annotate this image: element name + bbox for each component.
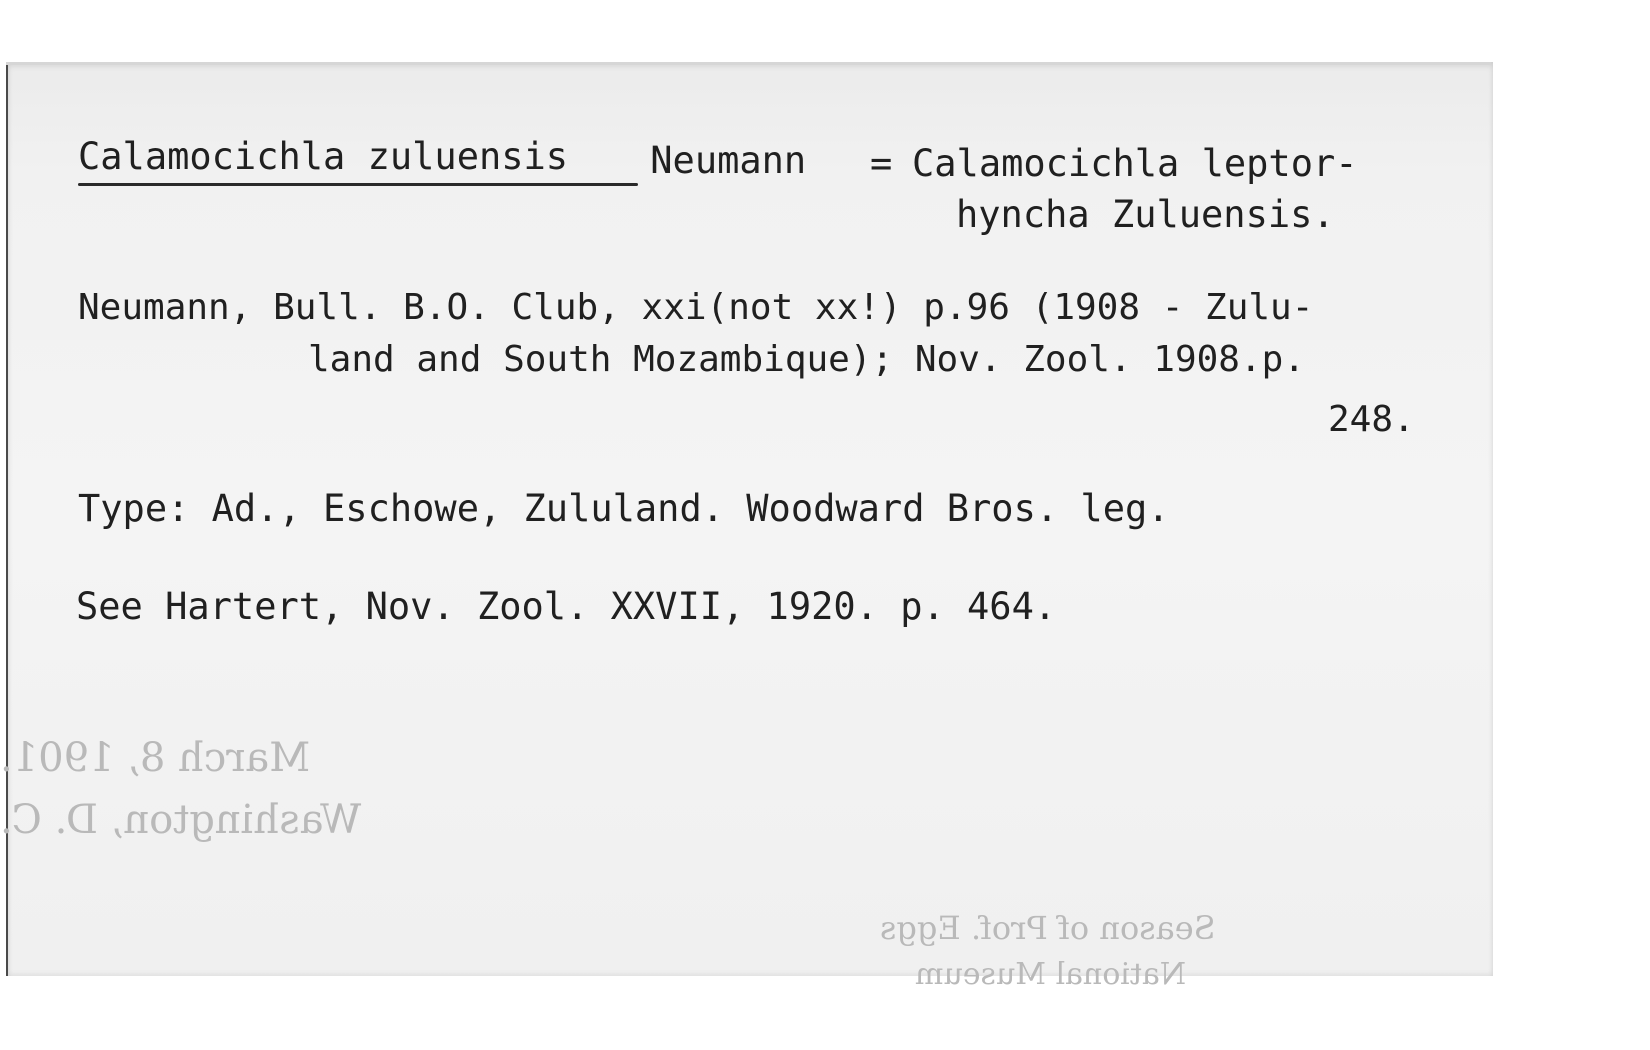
species-name: Calamocichla zuluensis <box>78 135 569 178</box>
synonym-line-1: Calamocichla leptor- <box>912 142 1358 185</box>
synonym-line-2: hyncha Zuluensis. <box>956 193 1335 236</box>
bleed-through-text-3: Season of Prof. Eggs <box>880 909 1216 947</box>
reference-line-1: Neumann, Bull. B.O. Club, xxi(not xx!) p.96 (1908 - Zulu- <box>78 287 1314 328</box>
reference-line-2: land and South Mozambique); Nov. Zool. 1908.p. <box>308 339 1305 380</box>
equals-sign: = <box>870 142 893 185</box>
type-locality-line: Type: Ad., Eschowe, Zululand. Woodward Bros. leg. <box>78 487 1170 530</box>
reference-line-3: 248. <box>1328 399 1415 440</box>
bleed-through-text-2: Washington, D. C. <box>0 797 362 843</box>
see-also-line: See Hartert, Nov. Zool. XXVII, 1920. p. 464. <box>76 585 1057 628</box>
species-underline <box>78 183 638 186</box>
bleed-through-text-4: National Museum <box>915 957 1187 992</box>
card-top-edge <box>6 62 1491 65</box>
bleed-through-text-1: March 8, 1901. <box>0 735 311 781</box>
species-author: Neumann <box>628 139 807 182</box>
